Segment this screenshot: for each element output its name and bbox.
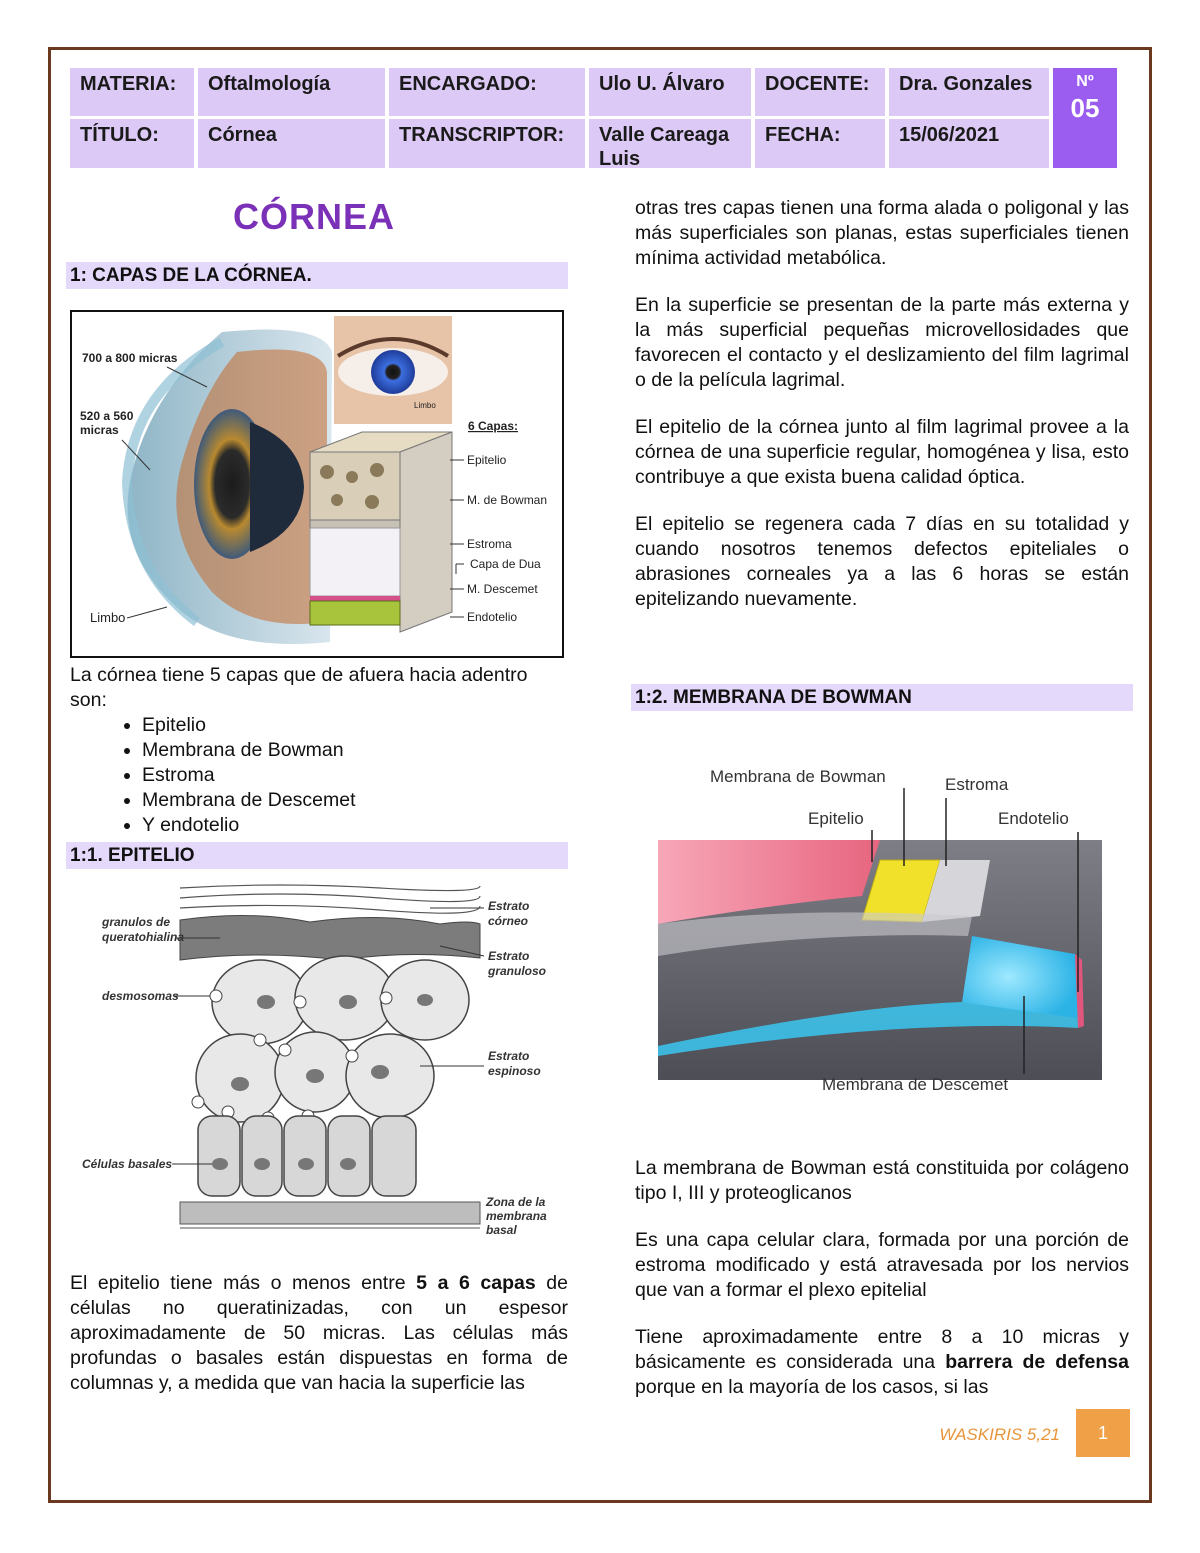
bowman-paragraph-2: Es una capa celular clara, formada por una porción de estroma modificado y está atravesada por los nervios que van a formar el plexo epitelial [635, 1229, 1129, 1301]
fecha-value: 15/06/2021 [889, 119, 1049, 168]
bowman-paragraph-3 [635, 1325, 1129, 1400]
numero-badge [1053, 68, 1117, 168]
page-number: 1 [1076, 1409, 1130, 1457]
layer-label-estroma: Estroma [467, 537, 512, 551]
docente-value: Dra. Gonzales [889, 68, 1049, 116]
capas-intro-block [70, 663, 568, 838]
layer-label-dua: Capa de Dua [470, 557, 541, 571]
epitelio-illustration [80, 880, 570, 1252]
section-heading-bowman: 1:2. MEMBRANA DE BOWMAN [631, 684, 1133, 711]
capas-intro-text: La córnea tiene 5 capas que de afuera hacia adentro son: [70, 664, 528, 711]
list-item: • Membrana de Descemet [142, 788, 568, 813]
section-heading-epitelio: 1:1. EPITELIO [66, 842, 568, 869]
descemet-label: Membrana de Descemet [822, 1075, 1009, 1094]
zona-membrana-label: Zona de la membrana basal [486, 1195, 547, 1237]
granulos-label: granulos de queratohialina [102, 915, 185, 944]
titulo-value: Córnea [198, 119, 385, 168]
bowman-text-block [635, 1156, 1129, 1400]
bowman-illustration [650, 756, 1110, 1106]
bowman-text-a: Tiene aproximadamente entre 8 a 10 micras y básicamente es considerada una [635, 1326, 1129, 1373]
celulas-basales-label: Células basales [82, 1157, 173, 1171]
epitelio-text-bold: 5 a 6 capas [416, 1272, 536, 1294]
materia-value: Oftalmología [198, 68, 385, 116]
limbo-label: Limbo [90, 610, 126, 625]
epitelio-text-b: de células no queratinizadas, con un espesor aproximadamente de 50 micras. Las células más profundas o basales están dispuestas en forma de columnas y, a medida que van hacia la superficie las [70, 1272, 568, 1394]
layer-label-epitelio: Epitelio [467, 453, 507, 467]
estrato-espinoso-label: Estrato espinoso [488, 1049, 541, 1078]
estrato-corneo-label: Estrato córneo [488, 899, 530, 928]
encargado-value: Ulo U. Álvaro [589, 68, 751, 116]
right-paragraph-2: En la superficie se presentan de la parte más externa y la más superficial pequeñas microvellosidades que favorecen el contacto y el deslizamiento del film lagrimal o de la película lagrimal. [635, 294, 1129, 391]
titulo-label: TÍTULO: [70, 119, 194, 168]
limbo-eye-label: Limbo [414, 401, 436, 410]
estroma-label: Estroma [945, 775, 1009, 794]
list-item: • Membrana de Bowman [142, 738, 568, 763]
layer-labels [450, 453, 547, 624]
epitelio-text-a: El epitelio tiene más o menos entre [70, 1272, 417, 1294]
bowman-text-b: porque en la mayoría de los casos, si las [635, 1376, 989, 1398]
right-column-text [635, 196, 1129, 612]
bowman-label: Membrana de Bowman [710, 767, 886, 786]
numero-label: Nº [1076, 73, 1094, 90]
cornea-layers-illustration [72, 312, 562, 656]
header-table [70, 68, 1117, 168]
right-paragraph-4: El epitelio se regenera cada 7 días en su totalidad y cuando nosotros tenemos defectos epiteliales o abrasiones corneales ya a las 6 horas se están epitelizando nuevamente. [635, 513, 1129, 610]
epitelio-label: Epitelio [808, 809, 864, 828]
transcriptor-label: TRANSCRIPTOR: [389, 119, 585, 168]
capas-list [70, 713, 568, 838]
endotelio-label: Endotelio [998, 809, 1069, 828]
page-title: CÓRNEA [233, 196, 396, 237]
right-paragraph-1: otras tres capas tienen una forma alada o poligonal y las más superficiales son planas, estas superficiales tienen mínima actividad metabólica. [635, 197, 1129, 269]
encargado-label: ENCARGADO: [389, 68, 585, 116]
docente-label: DOCENTE: [755, 68, 885, 116]
materia-label: MATERIA: [70, 68, 194, 116]
bowman-text-bold: barrera de defensa [945, 1351, 1129, 1373]
bowman-paragraph-1: La membrana de Bowman está constituida por colágeno tipo I, III y proteoglicanos [635, 1157, 1129, 1204]
list-item: • Y endotelio [142, 813, 568, 838]
bowman-figure [650, 756, 1110, 1106]
layer-label-endotelio: Endotelio [467, 610, 518, 624]
list-item: • Epitelio [142, 713, 568, 738]
cornea-layers-figure [70, 310, 564, 658]
desmosomas-label: desmosomas [102, 989, 179, 1003]
thickness-periphery-label: 520 a 560 micras [80, 409, 134, 437]
right-paragraph-3: El epitelio de la córnea junto al film lagrimal provee a la córnea de una superficie regular, homogénea y lisa, esto contribuye a que exista buena calidad óptica. [635, 416, 1129, 488]
fecha-label: FECHA: [755, 119, 885, 168]
thickness-center-label: 700 a 800 micras [82, 351, 178, 365]
layers-title: 6 Capas: [468, 419, 519, 433]
section-heading-capas: 1: CAPAS DE LA CÓRNEA. [66, 262, 568, 289]
footer-text: WASKIRIS 5,21 [939, 1425, 1060, 1444]
list-item: • Estroma [142, 763, 568, 788]
epitelio-figure [80, 880, 570, 1252]
numero-value: 05 [1070, 93, 1100, 123]
epitelio-paragraph [70, 1271, 568, 1396]
layer-label-descemet: M. Descemet [467, 582, 538, 596]
layer-label-bowman: M. de Bowman [467, 493, 548, 507]
transcriptor-value: Valle Careaga Luis [589, 119, 751, 168]
estrato-granuloso-label: Estrato granuloso [488, 949, 547, 978]
